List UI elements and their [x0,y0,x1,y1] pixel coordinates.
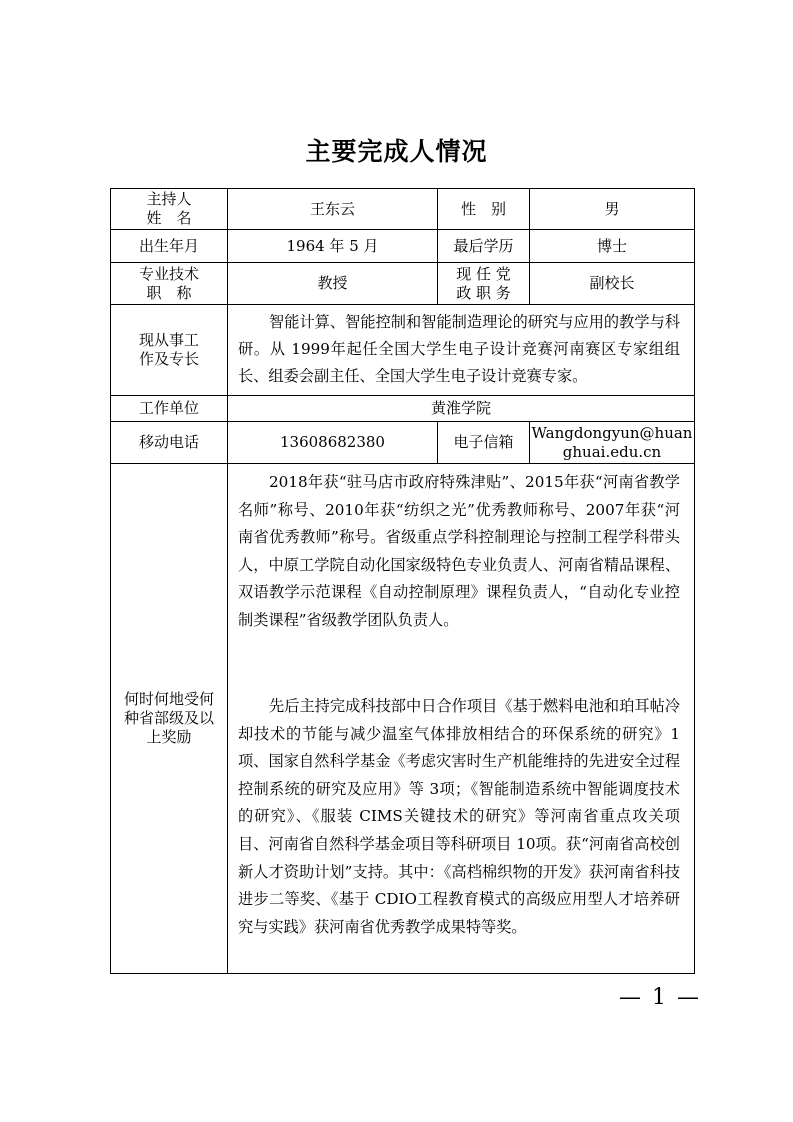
prof-title-label [111,263,228,305]
page-title: 主要完成人情况 [305,137,488,166]
prof-title-label-line1: 专业技术 [138,264,199,283]
email-value-line2: ghuai.edu.cn [562,442,662,461]
birth-label: 出生年月 [111,230,228,263]
post-label-line2: 政 职 务 [456,283,511,302]
award-paragraph-2: 先后主持完成科技部中日合作项目《基于燃料电池和珀耳帖冷却技术的节能与减少温室气体排放相结合的环保系统的研究》1项、国家自然科学基金《考虑灾害时生产机能维持的先进安全过程控制系统的研究及应用》等 3项；《智能制造系统中智能调度技术的研究》、《服装 CIMS关键技术的研究》等河南省重点攻关项目、河南省自然科学基金项目等科研项目 10项。获“河南省高校创新人才资助计划”支持。其中：《高档棉织物的开发》获河南省科技进步二等奖、《基于 CDIO工程教育模式的高级应用型人才培养研究与实践》获河南省优秀教学成果特等奖。 [238,697,680,936]
education-label: 最后学历 [438,230,530,263]
birth-value: 1964 年 5 月 [228,230,438,263]
post-value: 副校长 [530,263,694,305]
gender-label: 性 别 [438,189,530,230]
unit-label: 工作单位 [111,396,228,422]
email-value [530,422,694,464]
work-label-line2: 作及专长 [138,350,199,368]
award-label-line3: 上奖励 [146,728,192,746]
award-paragraph-1: 2018年获“驻马店市政府特殊津贴”、2015年获“河南省教学名师”称号、2010年获“纺织之光”优秀教师称号、2007年获“河南省优秀教师”称号。省级重点学科控制理论与控制工程学科带头人，中原工学院自动化国家级特色专业负责人、河南省精品课程、双语教学示范课程《自动控制原理》课程负责人，“自动化专业控制类课程”省级教学团队负责人。 [238,473,680,629]
education-value: 博士 [530,230,694,263]
page-number: — 1 — [619,985,701,1010]
award-value-cell [228,464,694,973]
work-label [111,305,228,396]
name-label-line1: 主持人 [146,190,192,208]
award-label-line2: 种省部级及以 [123,709,214,727]
name-label-line2: 姓 名 [146,209,192,227]
gender-value: 男 [530,189,694,230]
email-value-line1: Wangdongyun@huan [531,423,693,442]
prof-title-value: 教授 [228,263,438,305]
phone-value: 13608682380 [228,422,438,464]
unit-value: 黄淮学院 [228,396,694,422]
phone-label: 移动电话 [111,422,228,464]
work-value-cell [228,305,694,396]
work-value: 智能计算、智能控制和智能制造理论的研究与应用的教学与科研。从 1999年起任全国大学生电子设计竞赛河南赛区专家组组长、组委会副主任、全国大学生电子设计竞赛专家。 [238,313,680,385]
prof-title-label-line2: 职 称 [146,283,192,302]
info-table [110,188,695,974]
post-label [438,263,530,305]
award-label-line1: 何时何地受何 [123,690,214,708]
name-value: 王东云 [228,189,438,230]
award-label [111,464,228,973]
email-label: 电子信箱 [438,422,530,464]
name-label [111,189,228,230]
post-label-line1: 现 任 党 [456,264,511,283]
work-label-line1: 现从事工 [138,331,199,349]
